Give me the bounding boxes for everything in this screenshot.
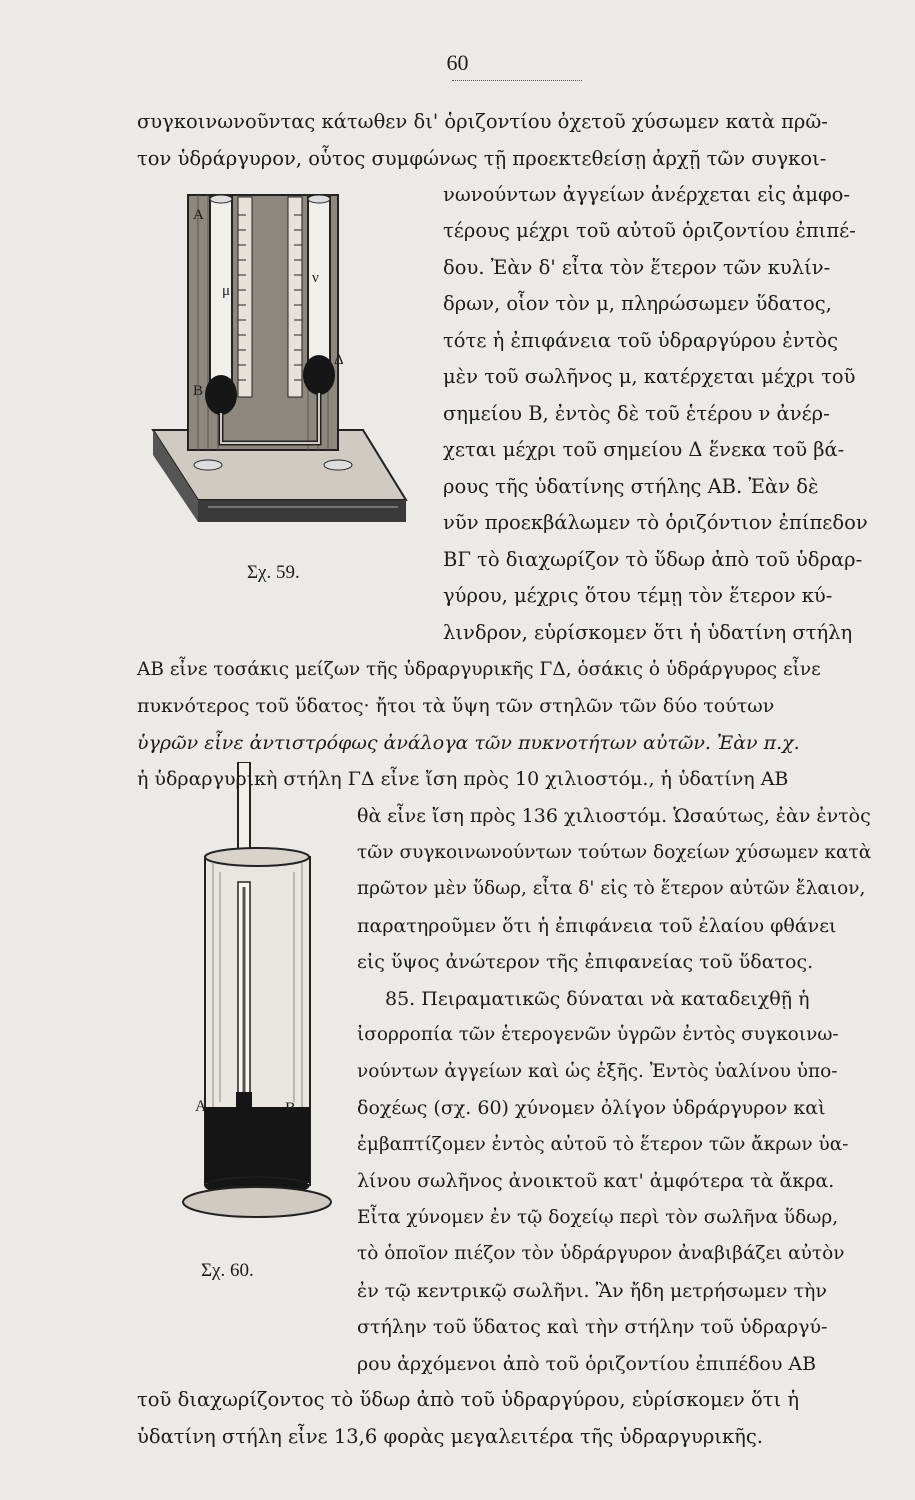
text-line: πυκνότερος τοῦ ὕδατος· ἤτοι τὰ ὕψη τῶν στηλῶν τῶν δύο τούτων — [137, 695, 775, 717]
text-line: δρων, οἷον τὸν μ, πληρώσωμεν ὕδατος, — [443, 292, 832, 315]
figure-60-label-b: B — [285, 1100, 296, 1117]
text-line: νωνούντων ἀγγείων ἀνέρχεται εἰς ἀμφο- — [443, 183, 850, 206]
figure-59-label-b: B — [193, 383, 204, 399]
text-line: γύρου, μέχρις ὅτου τέμῃ τὸν ἕτερον κύ- — [443, 584, 833, 607]
text-line: λινδρον, εὑρίσκομεν ὅτι ἡ ὑδατίνη στήλη — [443, 621, 853, 644]
figure-60-label-a: A — [195, 1098, 207, 1115]
text-line: πρῶτον μὲν ὕδωρ, εἶτα δ' εἰς τὸ ἕτερον αὐτῶν ἔλαιον, — [357, 878, 866, 899]
text-line: σημείου Β, ἐντὸς δὲ τοῦ ἑτέρου ν ἀνέρ- — [443, 402, 830, 425]
text-line: τῶν συγκοινωνούντων τούτων δοχείων χύσωμεν κατὰ — [357, 842, 872, 863]
text-line: ρους τῆς ὑδατίνης στήλης ΑΒ. Ἐὰν δὲ — [443, 475, 819, 498]
text-line: χεται μέχρι τοῦ σημείου Δ ἕνεκα τοῦ βά- — [443, 438, 845, 461]
figure-60-illustration — [180, 762, 340, 1232]
text-line: μὲν τοῦ σωλῆνος μ, κατέρχεται μέχρι τοῦ — [443, 365, 856, 388]
text-line: δοχέως (σχ. 60) χύνομεν ὀλίγον ὑδράργυρον καὶ — [357, 1097, 826, 1119]
text-line: νούντων ἀγγείων καὶ ὡς ἑξῆς. Ἐντὸς ὑαλίνου ὑπο- — [357, 1061, 838, 1082]
figure-59-illustration — [138, 185, 408, 545]
text-line: Εἶτα χύνομεν ἐν τῷ δοχείῳ περὶ τὸν σωλῆνα ὕδωρ, — [357, 1207, 839, 1228]
text-line: τὸ ὁποῖον πιέζον τὸν ὑδράργυρον ἀναβιβάζει αὐτὸν — [357, 1243, 845, 1264]
figure-59-label-mu: μ — [222, 283, 231, 299]
text-line: δου. Ἐὰν δ' εἶτα τὸν ἕτερον τῶν κυλίν- — [443, 256, 831, 279]
figure-59-label-delta: Δ — [334, 352, 344, 368]
text-line: παρατηροῦμεν ὅτι ἡ ἐπιφάνεια τοῦ ἐλαίου φθάνει — [357, 915, 837, 937]
text-line: ἐν τῷ κεντρικῷ σωλῆνι. Ἂν ἤδη μετρήσωμεν τὴν — [357, 1280, 827, 1302]
text-line: τον ὑδράργυρον, οὗτος συμφώνως τῇ προεκτεθείσῃ ἀρχῇ τῶν συγκοι- — [137, 147, 827, 170]
text-line: λίνου σωλῆνος ἀνοικτοῦ κατ' ἀμφότερα τὰ ἄκρα. — [357, 1170, 835, 1192]
text-line: συγκοινωνοῦντας κάτωθεν δι' ὁριζοντίου ὀχετοῦ χύσωμεν κατὰ πρῶ- — [137, 110, 828, 133]
text-line: τέρους μέχρι τοῦ αὐτοῦ ὁριζοντίου ἐπιπέ- — [443, 219, 856, 242]
figure-60-caption: Σχ. 60. — [201, 1260, 254, 1281]
text-line: τοῦ διαχωρίζοντος τὸ ὕδωρ ἀπὸ τοῦ ὑδραργύρου, εὑρίσκομεν ὅτι ἡ — [137, 1388, 800, 1411]
text-line: ΑΒ εἶνε τοσάκις μείζων τῆς ὑδραργυρικῆς ΓΔ, ὁσάκις ὁ ὑδράργυρος εἶνε — [137, 659, 821, 680]
figure-59-label-a: A — [193, 207, 204, 223]
text-line: ΒΓ τὸ διαχωρίζον τὸ ὕδωρ ἀπὸ τοῦ ὑδραρ- — [443, 548, 863, 571]
text-line: στήλην τοῦ ὕδατος καὶ τὴν στήλην τοῦ ὑδραργύ- — [357, 1316, 828, 1338]
text-line: ἰσορροπία τῶν ἑτερογενῶν ὑγρῶν ἐντὸς συγκοινω- — [357, 1024, 839, 1045]
text-line: εἰς ὕψος ἀνώτερον τῆς ἐπιφανείας τοῦ ὕδατος. — [357, 951, 814, 973]
text-line: ρου ἀρχόμενοι ἀπὸ τοῦ ὁριζοντίου ἐπιπέδου ΑΒ — [357, 1353, 817, 1375]
text-line: ὑδατίνη στήλη εἶνε 13,6 φορὰς μεγαλειτέρα τῆς ὑδραργυρικῆς. — [137, 1425, 763, 1448]
text-line: θὰ εἶνε ἴση πρὸς 136 χιλιοστόμ. Ὡσαύτως, ἐὰν ἐντὸς — [357, 805, 871, 827]
text-line: τότε ἡ ἐπιφάνεια τοῦ ὑδραργύρου ἐντὸς — [443, 329, 839, 352]
header-rule — [452, 80, 582, 81]
text-line: ὑγρῶν εἶνε ἀντιστρόφως ἀνάλογα τῶν πυκνοτήτων αὐτῶν. Ἐὰν π.χ. — [137, 732, 800, 754]
text-line: νῦν προεκβάλωμεν τὸ ὁριζόντιον ἐπίπεδον — [443, 511, 868, 534]
page-number: 60 — [446, 50, 469, 75]
figure-59-label-nu: ν — [312, 270, 319, 286]
text-line: ἡ ὑδραργυρικὴ στήλη ΓΔ εἶνε ἴση πρὸς 10 χιλιοστόμ., ἡ ὑδατίνη ΑΒ — [137, 768, 789, 790]
figure-59-caption: Σχ. 59. — [247, 562, 300, 583]
text-line: 85. Πειραματικῶς δύναται νὰ καταδειχθῇ ἡ — [385, 988, 810, 1010]
text-line: ἐμβαπτίζομεν ἐντὸς αὐτοῦ τὸ ἕτερον τῶν ἄκρων ὑα- — [357, 1134, 849, 1155]
